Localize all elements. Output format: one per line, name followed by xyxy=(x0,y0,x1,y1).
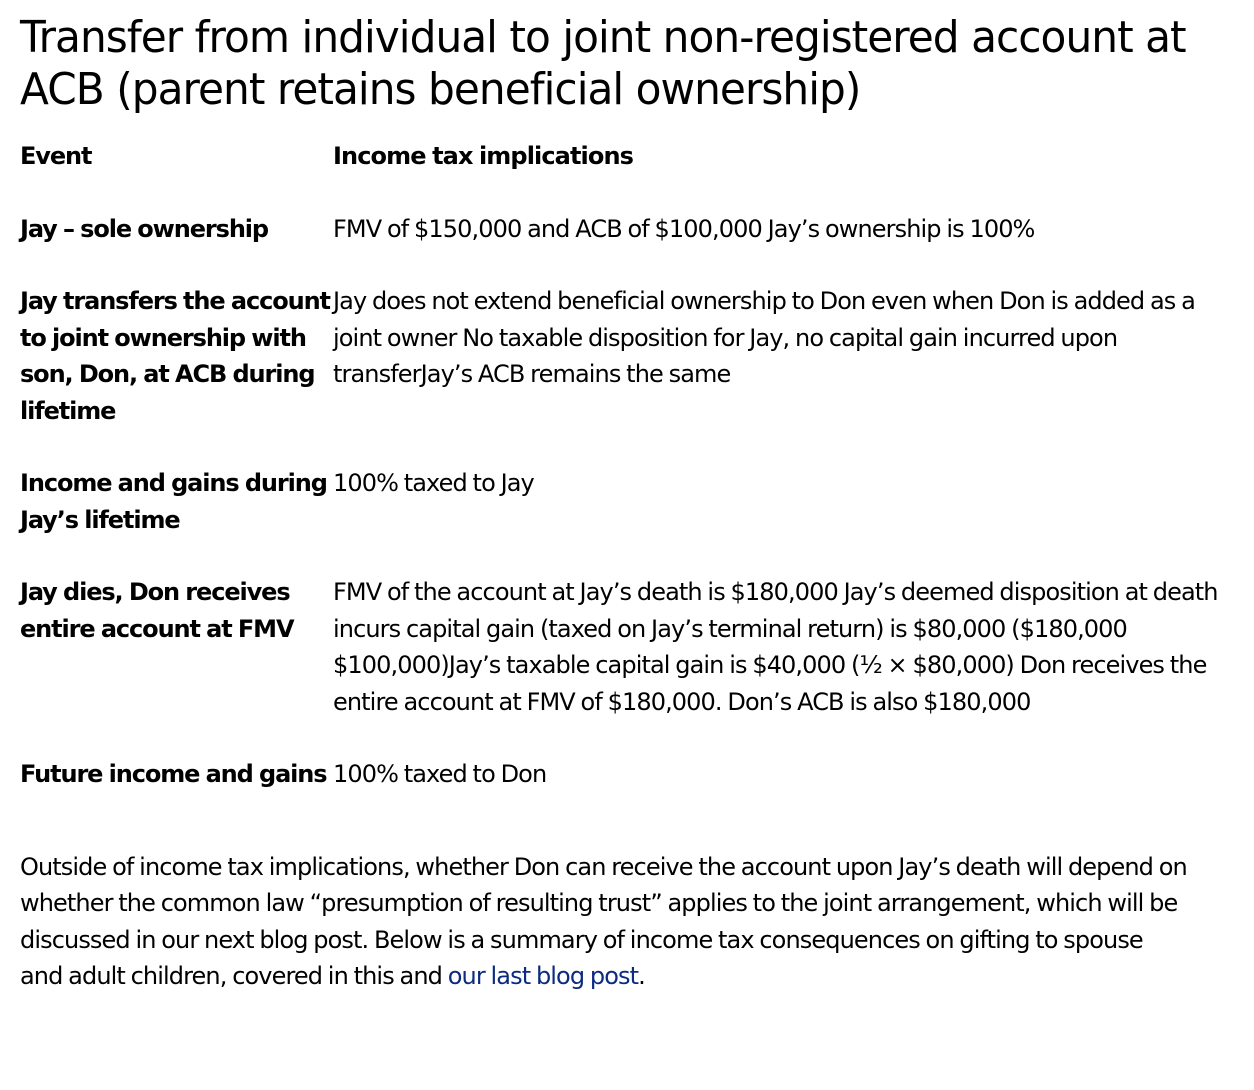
table-row xyxy=(20,574,1243,756)
tax-implications-table xyxy=(20,138,1243,793)
implications-cell: 100% taxed to Jay xyxy=(333,469,534,497)
event-cell: Income and gains during Jay’s lifetime xyxy=(20,469,327,534)
implications-cell: FMV of the account at Jay’s death is $180,000 Jay’s deemed disposition at death incurs capital gain (taxed on Jay’s terminal return) is $80,000 ($180,000 $100,000)Jay’s taxable capital gain is $40,000 (½ × $80,000) Don receives the entire account at FMV of $180,000. Don’s ACB is also $180,000 xyxy=(333,578,1218,716)
event-cell: Future income and gains xyxy=(20,760,327,788)
implications-cell: Jay does not extend beneficial ownership to Don even when Don is added as a joint owner No taxable disposition for Jay, no capital gain incurred upon transferJay’s ACB remains the same xyxy=(333,287,1195,388)
table-header-row xyxy=(20,138,1243,211)
table-row xyxy=(20,756,1243,793)
event-cell: Jay – sole ownership xyxy=(20,214,269,243)
summary-paragraph xyxy=(20,849,1190,995)
table-row xyxy=(20,283,1243,465)
paragraph-trailing: . xyxy=(638,962,645,990)
table-row xyxy=(20,211,1243,284)
column-header-event: Event xyxy=(20,142,92,170)
event-cell: Jay transfers the account to joint ownership with son, Don, at ACB during lifetime xyxy=(20,287,330,425)
implications-cell: FMV of $150,000 and ACB of $100,000 Jay’s ownership is 100% xyxy=(333,214,1035,243)
event-cell: Jay dies, Don receives entire account at FMV xyxy=(20,578,294,643)
paragraph-text: Outside of income tax implications, whether Don can receive the account upon Jay’s death will depend on whether the common law “presumption of resulting trust” applies to the joint arrangement, which will be discussed in our next blog post. Below is a summary of income tax consequences on gifting to spouse and adult children, covered in this and xyxy=(20,852,1187,990)
implications-cell: 100% taxed to Don xyxy=(333,760,547,788)
section-title: Transfer from individual to joint non-registered account at ACB (parent retains beneficial ownership) xyxy=(20,12,1186,115)
column-header-implications: Income tax implications xyxy=(333,142,634,170)
table-row xyxy=(20,465,1243,574)
last-blog-post-link[interactable]: our last blog post xyxy=(447,962,639,990)
